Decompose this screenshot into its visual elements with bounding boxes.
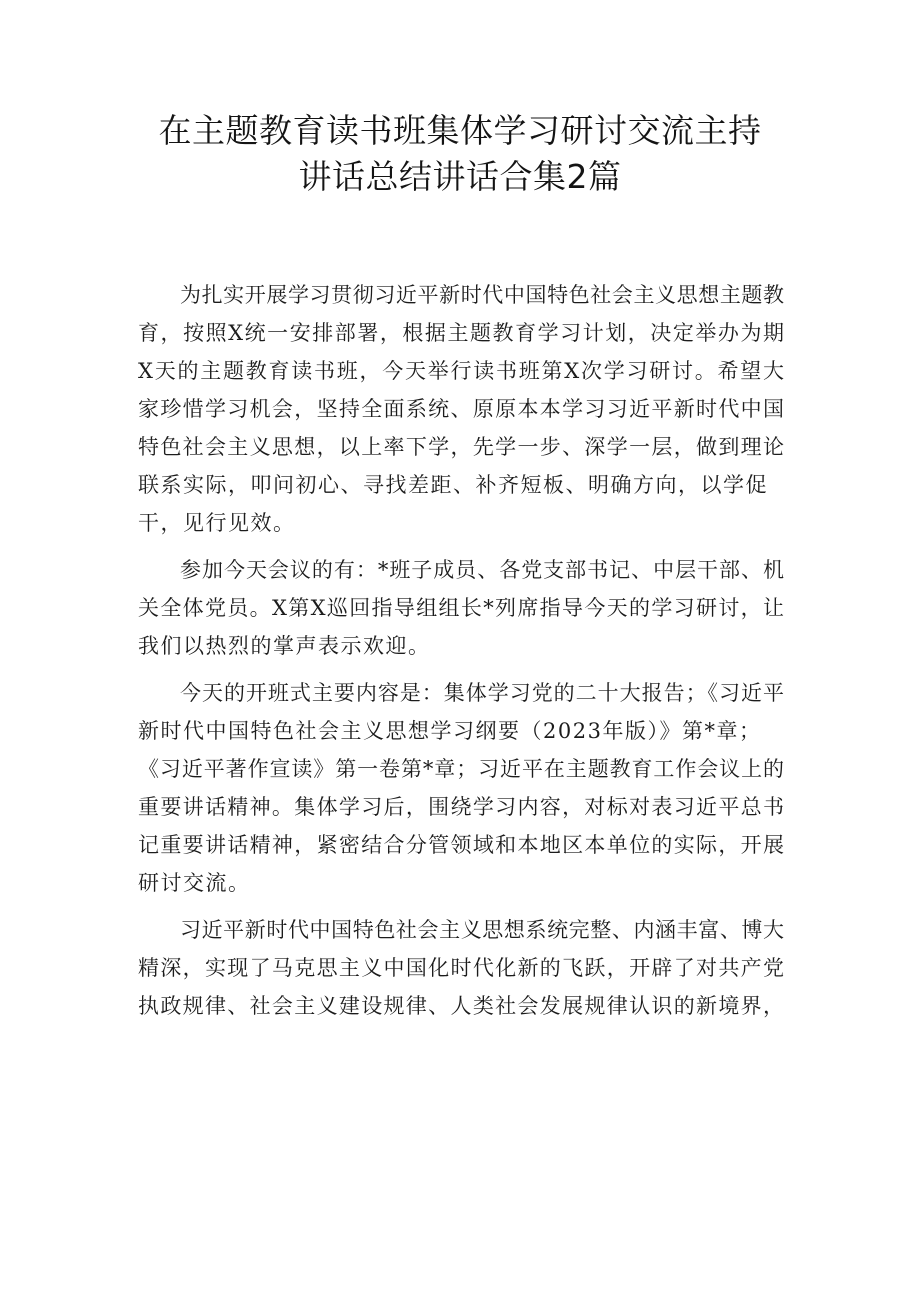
title-line-2: 讲话总结讲话合集2篇 (298, 157, 622, 196)
paragraph-1 (138, 276, 784, 542)
title-line-1: 在主题教育读书班集体学习研讨交流主持 (158, 111, 762, 150)
text-line: 《习近平著作宣读》第一卷第*章；习近平在主题教育工作会议上的 (138, 757, 784, 781)
text-line: 重要讲话精神。集体学习后，围绕学习内容，对标对表习近平总书 (138, 795, 784, 819)
paragraph-4 (138, 911, 784, 1025)
document-body (138, 276, 784, 1034)
text-line: X天的主题教育读书班，今天举行读书班第X次学习研讨。希望大 (138, 359, 784, 383)
text-line: 为扎实开展学习贯彻习近平新时代中国特色社会主义思想主题教 (180, 283, 784, 307)
text-line: 研讨交流。 (138, 871, 251, 895)
document-title (120, 108, 800, 200)
text-line: 联系实际，叩问初心、寻找差距、补齐短板、明确方向，以学促 (138, 473, 768, 497)
text-line: 干，见行见效。 (138, 511, 296, 535)
text-line: 习近平新时代中国特色社会主义思想系统完整、内涵丰富、博大 (180, 918, 784, 942)
text-line: 记重要讲话精神，紧密结合分管领域和本地区本单位的实际，开展 (138, 833, 784, 857)
text-line: 新时代中国特色社会主义思想学习纲要（2023年版）》第*章； (138, 719, 762, 743)
text-line: 特色社会主义思想，以上率下学，先学一步、深学一层，做到理论 (138, 435, 784, 459)
text-line: 参加今天会议的有：*班子成员、各党支部书记、中层干部、机 (180, 558, 784, 582)
paragraph-2 (138, 551, 784, 665)
text-line: 执政规律、社会主义建设规律、人类社会发展规律认识的新境界， (138, 994, 784, 1018)
text-line: 精深，实现了马克思主义中国化时代化新的飞跃，开辟了对共产党 (138, 956, 784, 980)
text-line: 家珍惜学习机会，坚持全面系统、原原本本学习习近平新时代中国 (138, 397, 784, 421)
paragraph-3 (138, 674, 784, 902)
text-line: 育，按照X统一安排部署，根据主题教育学习计划，决定举办为期 (138, 321, 784, 345)
text-line: 关全体党员。X第X巡回指导组组长*列席指导今天的学习研讨，让 (138, 596, 784, 620)
text-line: 我们以热烈的掌声表示欢迎。 (138, 634, 431, 658)
text-line: 今天的开班式主要内容是：集体学习党的二十大报告；《习近平 (180, 681, 784, 705)
